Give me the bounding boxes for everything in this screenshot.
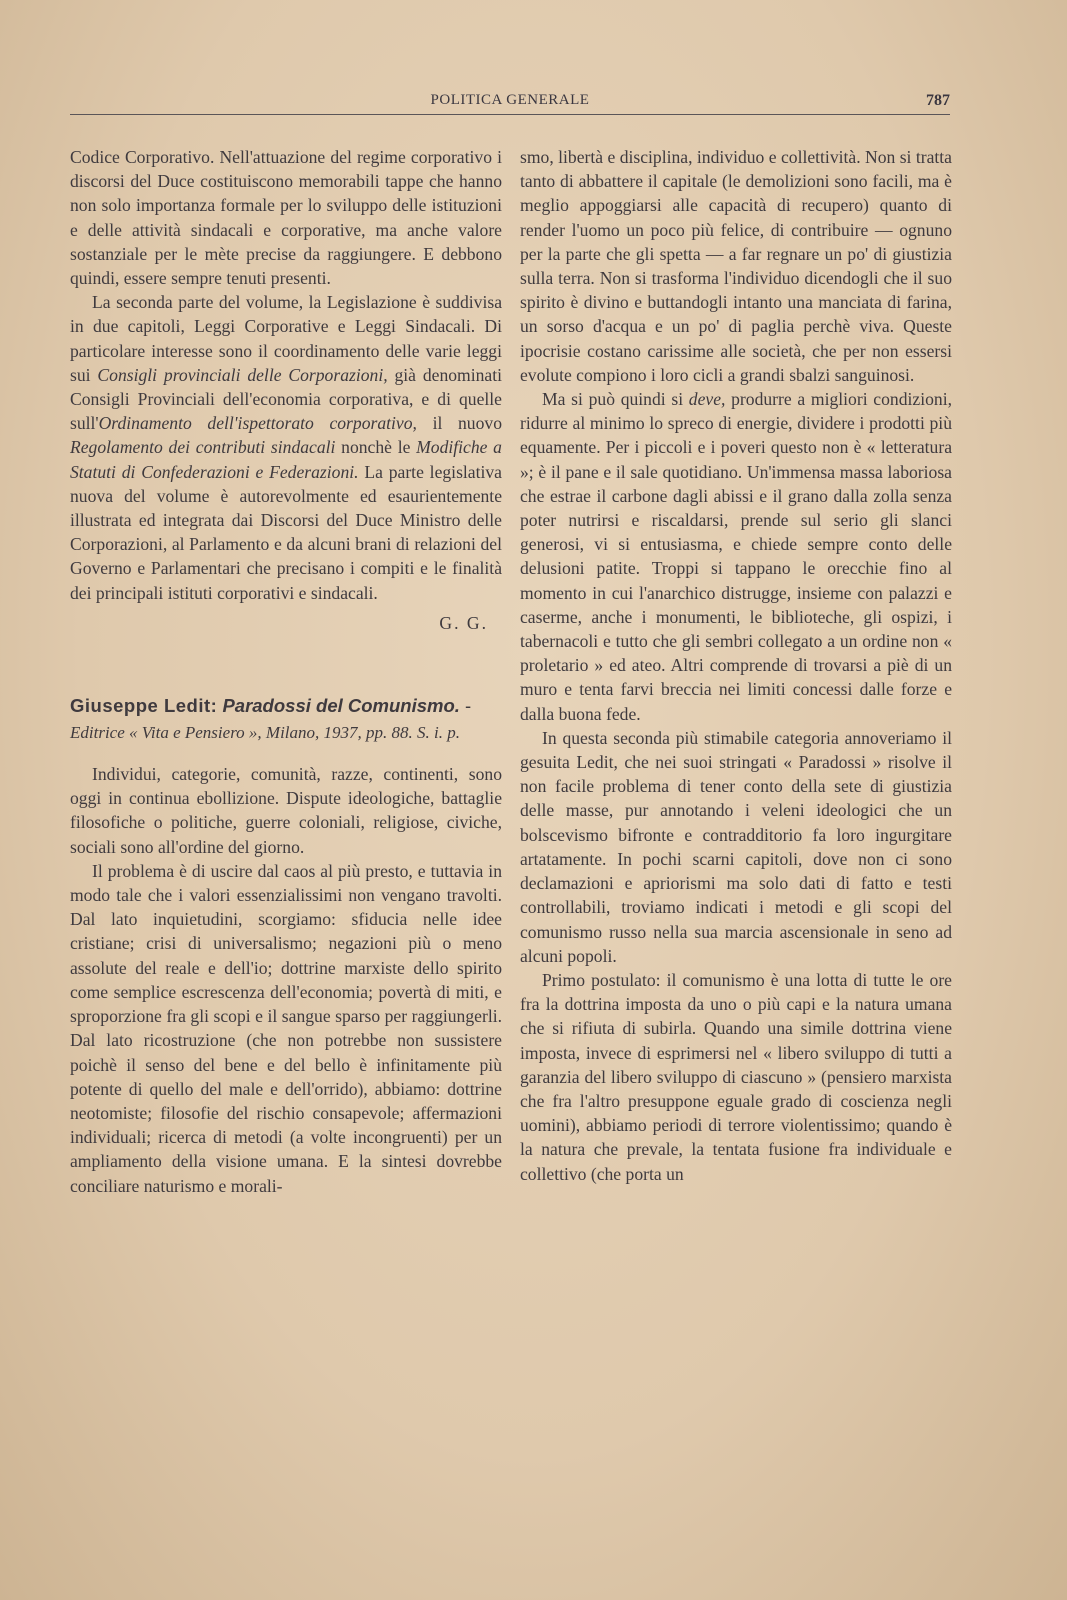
paragraph: In questa seconda più stimabile categoria annoveriamo il gesuita Ledit, che nei suoi stringati « Paradossi » risolve il non facile problema di tener conto della sete di giustizia delle masse, pur annotando i veleni ideologici che un bolscevismo bifronte e contradditorio fa loro ingurgitare artatamente. In pochi scarni capitoli, dove non ci sono declamazioni e apriorismi ma solo dati di fatto e testi controllabili, troviamo indicati i metodi e gli scopi del comunismo russo nella sua marcia ascensionale in seno ad alcuni popoli.: [520, 727, 952, 966]
paragraph: La seconda parte del volume, la Legislazione è suddivisa in due capitoli, Leggi Corporative e Leggi Sindacali. Di particolare interesse sono il coordinamento delle varie leggi sui Consigli provinciali delle Corporazioni, già denominati Consigli Provinciali dell'economia corporativa, e di quelle sull'Ordinamento dell'ispettorato corporativo, il nuovo Regolamento dei contributi sindacali nonchè le Modifiche a Statuti di Confederazioni e Federazioni. La parte legislativa nuova del volume è autorevolmente ed esaurientemente illustrata ed integrata dai Discorsi del Duce Ministro delle Corporazioni, al Parlamento e da alcuni brani di relazioni del Governo e Parlamentari che precisano i compiti e le finalità dei principali istituti corporativi e sindacali.: [70, 292, 503, 603]
page-header: [70, 88, 950, 115]
review-publisher: Editrice « Vita e Pensiero », Milano, 1937, pp. 88. S. i. p.: [70, 723, 461, 743]
paragraph: smo, libertà e disciplina, individuo e collettività. Non si tratta tanto di abbattere il capitale (le demolizioni sono facili, ma è meglio appoggiarsi alle capacità di recupero) quanto di render l'uomo un poco più felice, di contribuire — ognuno per la parte che gli spetta — a far regnare un po' di giustizia sulla terra. Non si trasforma l'individuo dicendogli che il suo spirito è divino e buttandogli intanto una manciata di farina, un sorso d'acqua e un po' di paglia perchè viva. Queste ipocrisie costano carissime alle società, che per non essersi evolute compiono i loro cicli a grandi sbalzi sanguinosi.: [520, 147, 952, 385]
review-heading: Giuseppe Ledit: Paradossi del Comunismo. - Editrice « Vita e Pensiero », Milano, 1937, pp. 88. S. i. p.: [70, 695, 472, 743]
paragraph: Il problema è di uscire dal caos al più presto, e tuttavia in modo tale che i valori essenzialissimi non vengano travolti. Dal lato inquietudini, scorgiamo: sfiducia nelle idee cristiane; crisi di universalismo; negazioni più o meno assolute del reale e dell'io; dottrine marxiste dello spirito come semplice escrescenza dell'economia; povertà di miti, e sproporzione fra gli scopi e il sangue sparso per raggiungerli. Dal lato ricostruzione (che non potrebbe non sussistere poichè il senso del bene e del bello è infinitamente più potente di quello del male e dell'orrido), abbiamo: dottrine neotomiste; filosofie del rischio consapevole; affermazioni individuali; ricerca di metodi (a volte incongruenti) per un ampliamento della visione umana. E la sintesi dovrebbe conciliare naturismo e morali-: [70, 860, 502, 1196]
signature: G. G.: [439, 612, 488, 633]
right-column: [520, 145, 952, 1186]
italic-title: Ordinamento dell'ispettorato corporativo,: [98, 413, 417, 434]
running-head: POLITICA GENERALE: [430, 92, 590, 108]
italic-title: Modifiche a Statuti di Confederazioni e Federazioni.: [70, 437, 502, 482]
review-body: [70, 762, 502, 1198]
paragraph: Individui, categorie, comunità, razze, continenti, sono oggi in continua ebollizione. Dispute ideologiche, battaglie filosofiche o politiche, guerre coloniali, religiose, civiche, sociali sono all'ordine del giorno.: [70, 764, 502, 857]
italic-word: deve,: [688, 389, 726, 410]
left-column: [70, 145, 502, 1198]
review-title: Paradossi del Comunismo.: [222, 695, 460, 717]
review-author: Giuseppe Ledit:: [70, 695, 218, 717]
italic-title: Regolamento dei contributi sindacali: [70, 437, 336, 458]
paragraph: Primo postulato: il comunismo è una lotta di tutte le ore fra la dottrina imposta da uno o più capi e la natura umana che si rifiuta di subirla. Quando una simile dottrina viene imposta, invece di esprimersi nel « libero sviluppo di tutti a garanzia del libero sviluppo di ciascuno » (pensiero marxista che fra l'altro presuppone eguale grado di coscienza negli uomini), abbiamo periodi di terrore violentissimo; quando è la natura che prevale, la tentata fusione fra individuale e collettivo (che porta un: [520, 969, 952, 1184]
paragraph: Codice Corporativo. Nell'attuazione del regime corporativo i discorsi del Duce costituiscono memorabili tappe che hanno non solo importanza formale per lo sviluppo delle istituzioni e delle attività sindacali e corporative, ma anche valore sostanziale per le mète precise da raggiungere. E debbono quindi, essere sempre tenuti presenti.: [70, 147, 502, 289]
paragraph: Ma si può quindi si deve, produrre a migliori condizioni, ridurre al minimo lo spreco di energie, dividere i prodotti più equamente. Per i piccoli e i poveri questo non è « letteratura »; è il pane e il sale quotidiano. Un'immensa massa laboriosa che estrae il carbone dagli abissi e il grano dalla zolla senza poter nutrirsi e riscaldarsi, prende sul serio gli slanci generosi, vi si entusiasma, e chiede sempre conto delle delusioni patite. Troppi si tappano le orecchie fino al momento in cui l'anarchico distrugge, insieme con palazzi e caserme, anche i monumenti, le biblioteche, gli ospizi, i tabernacoli e tutto che gli sembri collegato a un ordine non « proletario » ed ateo. Altri comprende di trovarsi a piè di un muro e tenta farvi breccia nei limiti concessi dalle forze e dalla buona fede.: [520, 389, 952, 724]
page-number: 787: [926, 92, 950, 109]
italic-title: Consigli provinciali delle Corporazioni,: [97, 364, 388, 385]
